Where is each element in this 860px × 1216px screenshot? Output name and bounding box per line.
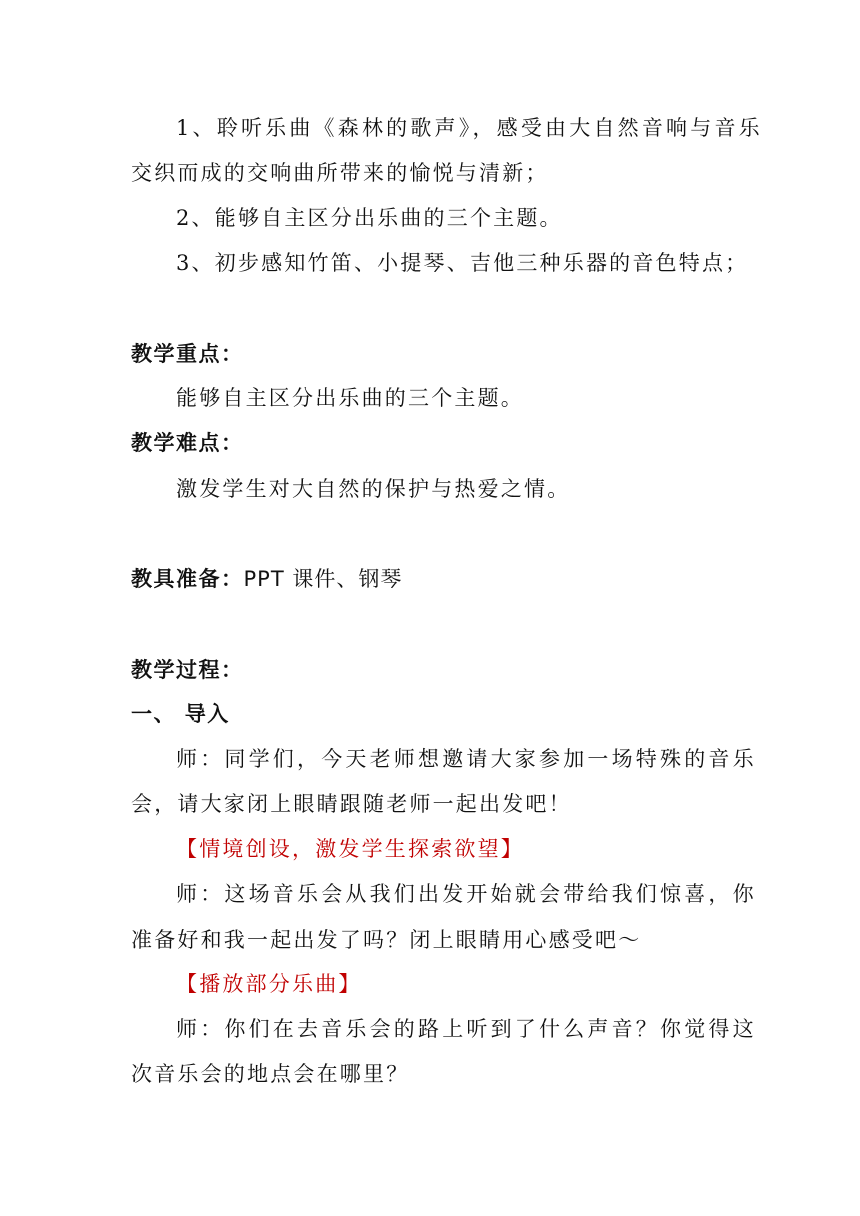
materials-text: PPT 课件、钢琴 — [243, 567, 403, 591]
paragraph-3-line-2: 次音乐会的地点会在哪里？ — [131, 1062, 410, 1086]
process-heading: 教学过程： — [131, 658, 244, 682]
stage-note-2: 【播放部分乐曲】 — [176, 972, 362, 996]
objective-3: 3、初步感知竹笛、小提琴、吉他三种乐器的音色特点； — [176, 251, 749, 275]
objective-1-line-2: 交织而成的交响曲所带来的愉悦与清新； — [131, 161, 549, 185]
materials-heading: 教具准备： — [131, 567, 244, 591]
paragraph-2-line-2: 准备好和我一起出发了吗？闭上眼睛用心感受吧～ — [131, 928, 642, 952]
objective-1-line-1: 1、聆听乐曲《森林的歌声》，感受由大自然音响与音乐 — [176, 116, 763, 140]
paragraph-1-line-2: 会，请大家闭上眼睛跟随老师一起出发吧！ — [131, 792, 572, 816]
stage-note-1: 【情境创设，激发学生探索欲望】 — [176, 837, 524, 861]
difficult-point-heading: 教学难点： — [131, 431, 244, 455]
objective-2: 2、能够自主区分出乐曲的三个主题。 — [176, 206, 563, 230]
paragraph-1-line-1: 师：同学们，今天老师想邀请大家参加一场特殊的音乐 — [176, 747, 757, 771]
difficult-point-text: 激发学生对大自然的保护与热爱之情。 — [176, 477, 571, 501]
paragraph-2-line-1: 师：这场音乐会从我们出发开始就会带给我们惊喜，你 — [176, 882, 757, 906]
section-1-title: 一、 导入 — [131, 702, 230, 726]
key-point-text: 能够自主区分出乐曲的三个主题。 — [176, 386, 524, 410]
paragraph-3-line-1: 师：你们在去音乐会的路上听到了什么声音？你觉得这 — [176, 1017, 757, 1041]
key-point-heading: 教学重点： — [131, 342, 244, 366]
materials-line — [131, 564, 402, 594]
